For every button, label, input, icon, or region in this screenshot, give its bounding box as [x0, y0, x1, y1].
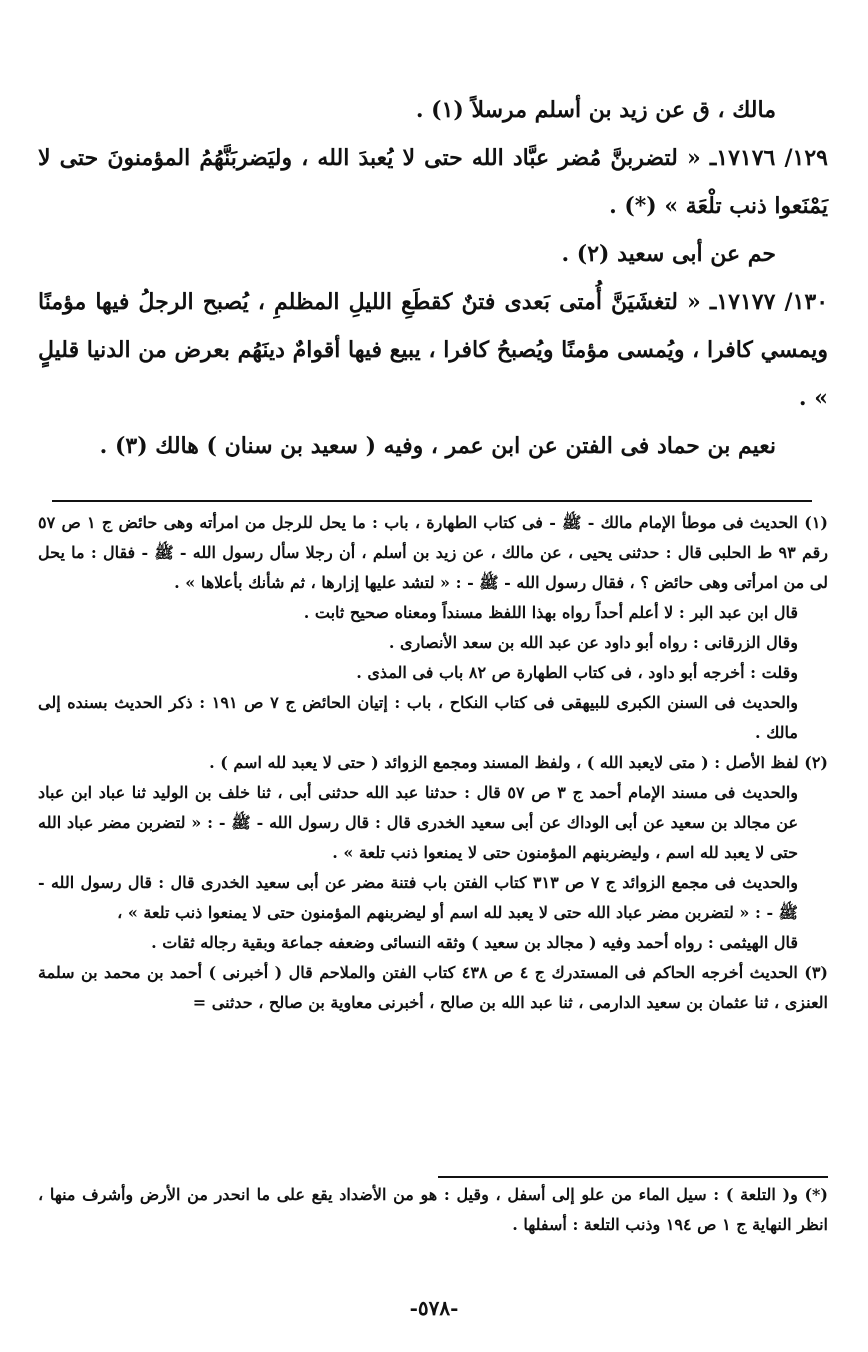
- footnotes: [38, 508, 828, 1018]
- footnote-1-note-c: وقال الزرقانى : رواه أبو داود عن عبد الله بن سعد الأنصارى .: [388, 633, 798, 652]
- footnote-1-note-e: والحديث فى السنن الكبرى للبيهقى فى كتاب النكاح ، باب : إتيان الحائض ج ٧ ص ١٩١ : ذكر الحديث بسنده إلى مالك .: [38, 693, 799, 742]
- footnote-1-note-d: وقلت : أخرجه أبو داود ، فى كتاب الطهارة ص ٨٢ باب فى المذى .: [356, 663, 798, 682]
- star-note-text: (*) و( التلعة ) : سيل الماء من علو إلى أسفل ، وقيل : هو من الأضداد يقع على ما انحدر من الأرض وأشرف منها ، انظر النهاية ج ١ ص ١٩٤ وذنب التلعة : أسفلها .: [38, 1185, 828, 1234]
- source-line-3: نعيم بن حماد فى الفتن عن ابن عمر ، وفيه ( سعيد بن سنان ) هالك (٣) .: [99, 433, 776, 459]
- source-line-1: مالك ، ق عن زيد بن أسلم مرسلاً (١) .: [415, 97, 776, 123]
- footnote-2-note-d: قال الهيثمى : رواه أحمد وفيه ( مجالد بن سعيد ) وثقه النسائى وضعفه جماعة وبقية رجاله ثقات .: [151, 933, 798, 952]
- footnote-divider: [52, 500, 812, 502]
- footnote-2-note-c: والحديث فى مجمع الزوائد ج ٧ ص ٣١٣ كتاب الفتن باب فتنة مضر عن أبى سعيد الخدرى قال : قال رسول الله - ﷺ - : « لتضربن مضر عباد الله حتى لا يعبد لله اسم أو ليضربنهم المؤمنون حتى لا يمنعوا ذنب تلعة » ،: [38, 873, 799, 922]
- footnote-1: (١) الحديث فى موطأ الإمام مالك - ﷺ - فى كتاب الطهارة ، باب : ما يحل للرجل من امرأته وهى حائض ج ١ ص ٥٧ رقم ٩٣ ط الحلبى قال : حدثنى يحيى ، عن مالك ، عن زيد بن أسلم ، أن رجلا سأل رسول الله - ﷺ - فقال : ما يحل لى من امرأتى وهى حائض ؟ ، فقال رسول الله - ﷺ - : « لتشد عليها إزارها ، ثم شأنك بأعلاها » .: [38, 513, 828, 592]
- footnote-2-note-b: والحديث فى مسند الإمام أحمد ج ٣ ص ٥٧ قال : حدثنا عبد الله حدثنى أبى ، ثنا خلف بن الوليد ثنا عباد ابن عباد عن مجالد بن سعيد عن أبى الوداك عن أبى سعيد الخدرى قال : قال رسول الله - ﷺ - : « لتضربن مضر عباد الله حتى لا يعبد لله اسم ، وليضربنهم المؤمنون حتى لا يمنعوا ذنب تلعة » .: [38, 783, 798, 862]
- hadith-130: ١٣٠/ ١٧١٧٧ـ « لتغشَيَنَّ أُمتى بَعدى فتنٌ كقطَعِ الليلِ المظلمِ ، يُصبح الرجلُ فيها مؤمنًا ويمسي كافرا ، ويُمسى مؤمنًا ويُصبحُ كافرا ، يبيع فيها أقوامٌ دينَهُم بعرض من الدنيا قليلٍ » .: [38, 289, 829, 411]
- footnote-2: (٢) لفظ الأصل : ( متى لايعبد الله ) ، ولفظ المسند ومجمع الزوائد ( حتى لا يعبد لله اسم ) .: [209, 753, 828, 772]
- main-text: [38, 86, 828, 470]
- star-note-divider: [438, 1176, 828, 1178]
- footnote-1-note-b: قال ابن عبد البر : لا أعلم أحداً رواه بهذا اللفظ مسنداً ومعناه صحيح ثابت .: [303, 603, 798, 622]
- page-number: -٥٧٨-: [409, 1296, 459, 1320]
- hadith-129: ١٢٩/ ١٧١٧٦ـ « لتضربنَّ مُضر عبَّاد الله حتى لا يُعبدَ الله ، وليَضربَنَّهُمُ المؤمنونَ حتى لا يَمْنَعوا ذنب تلْعَة » (*) .: [38, 145, 828, 219]
- footnote-3: (٣) الحديث أخرجه الحاكم فى المستدرك ج ٤ ص ٤٣٨ كتاب الفتن والملاحم قال ( أخبرنى ) أحمد بن محمد بن سلمة العنزى ، ثنا عثمان بن سعيد الدارمى ، ثنا عبد الله بن صالح ، أخبرنى معاوية بن صالح ، حدثنى =: [38, 963, 828, 1012]
- source-line-2: حم عن أبى سعيد (٢) .: [561, 241, 776, 267]
- star-note: [38, 1180, 828, 1240]
